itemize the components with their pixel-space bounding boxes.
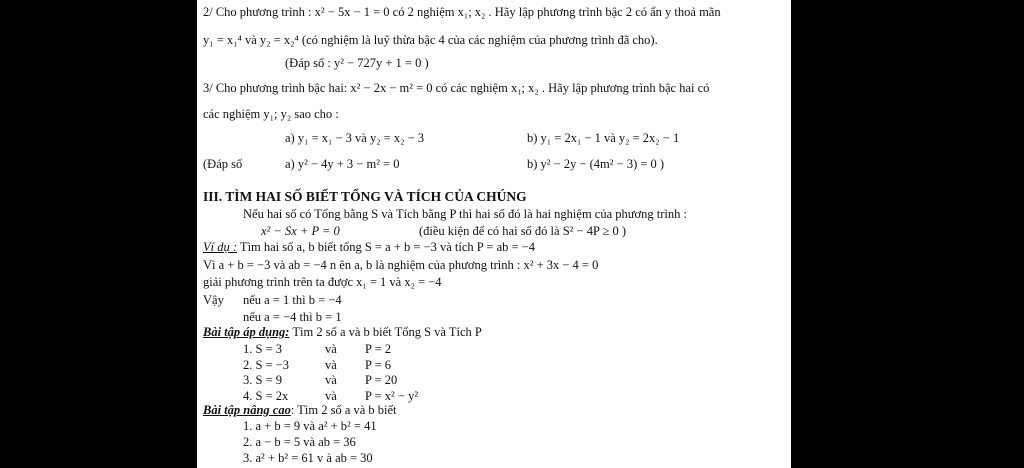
example-conclusion-label: Vậy	[203, 293, 224, 307]
exercise-advanced-label: Bài tập nâng cao	[203, 403, 291, 417]
table-row-4-va: và	[325, 389, 337, 403]
problem-2-answer: (Đáp số : y² − 727y + 1 = 0 )	[285, 56, 429, 70]
example-reasoning: Vì a + b = −3 và ab = −4 n ên a, b là nghiệm của phương trình : x² + 3x − 4 = 0	[203, 258, 599, 272]
problem-3-question: 3/ Cho phương trình bậc hai: x² − 2x − m² = 0 có các nghiệm x₁; x₂ . Hãy lập phương trình bậc hai có	[203, 81, 710, 95]
table-row-3-va: và	[325, 373, 337, 387]
example-solution: giải phương trình trên ta được x₁ = 1 và x₂ = −4	[203, 275, 442, 289]
table-row-1-va: và	[325, 342, 337, 356]
exercise-apply-line	[203, 325, 482, 340]
example-line	[203, 240, 535, 255]
advanced-item-2: 2. a − b = 5 và ab = 36	[243, 435, 356, 449]
section-3-heading: III. TÌM HAI SỐ BIẾT TỔNG VÀ TÍCH CỦA CHÚNG	[203, 189, 527, 204]
problem-3-part-a: a) y₁ = x₁ − 3 và y₂ = x₂ − 3	[285, 131, 425, 145]
example-text: Tìm hai số a, b biết tổng S = a + b = −3 và tích P = ab = −4	[237, 240, 535, 254]
table-row-2-va: và	[325, 358, 337, 372]
section-3-condition: (điều kiện để có hai số đó là S² − 4P ≥ 0 )	[419, 224, 627, 238]
advanced-item-3: 3. a² + b² = 61 v à ab = 30	[243, 451, 373, 465]
table-row-4-p: P = x² − y²	[365, 389, 419, 403]
advanced-item-1: 1. a + b = 9 và a² + b² = 41	[243, 419, 377, 433]
table-row-3-s: 3. S = 9	[243, 373, 283, 387]
table-row-3-p: P = 20	[365, 373, 398, 387]
problem-3-part-b: b) y₁ = 2x₁ − 1 và y₂ = 2x₂ − 1	[527, 131, 680, 145]
table-row-1-s: 1. S = 3	[243, 342, 283, 356]
table-row-2-s: 2. S = −3	[243, 358, 290, 372]
example-case-1: nếu a = 1 thì b = −4	[243, 293, 342, 307]
section-3-equation: x² − Sx + P = 0	[261, 224, 340, 238]
problem-3-answer-label: (Đáp số	[203, 157, 243, 171]
exercise-advanced-line	[203, 403, 397, 418]
exercise-advanced-text: : Tìm 2 số a và b biết	[290, 403, 397, 417]
table-row-2-p: P = 6	[365, 358, 392, 372]
exercise-apply-text: Tìm 2 số a và b biết Tổng S và Tích P	[289, 325, 482, 339]
problem-3-answer-b: b) y² − 2y − (4m² − 3) = 0 )	[527, 157, 665, 171]
section-3-statement: Nếu hai số có Tổng bằng S và Tích bằng P thì hai số đó là hai nghiệm của phương trình :	[243, 207, 687, 221]
table-row-4-s: 4. S = 2x	[243, 389, 289, 403]
example-label: Ví dụ :	[203, 240, 238, 254]
exercise-apply-label: Bài tập áp dụng:	[203, 325, 290, 339]
table-row-1-p: P = 2	[365, 342, 392, 356]
problem-2-question: 2/ Cho phương trình : x² − 5x − 1 = 0 có 2 nghiệm x₁; x₂ . Hãy lập phương trình bậc 2 có ẩn y thoả mãn	[203, 5, 721, 19]
problem-3-answer-a: a) y² − 4y + 3 − m² = 0	[285, 157, 400, 171]
document-page	[197, 0, 791, 468]
problem-3-condition: các nghiệm y₁; y₂ sao cho :	[203, 107, 339, 121]
example-case-2: nếu a = −4 thì b = 1	[243, 310, 342, 324]
problem-2-condition: y₁ = x₁⁴ và y₂ = x₂⁴ (có nghiệm là luỹ thừa bậc 4 của các nghiệm của phương trình đã cho).	[203, 33, 658, 47]
